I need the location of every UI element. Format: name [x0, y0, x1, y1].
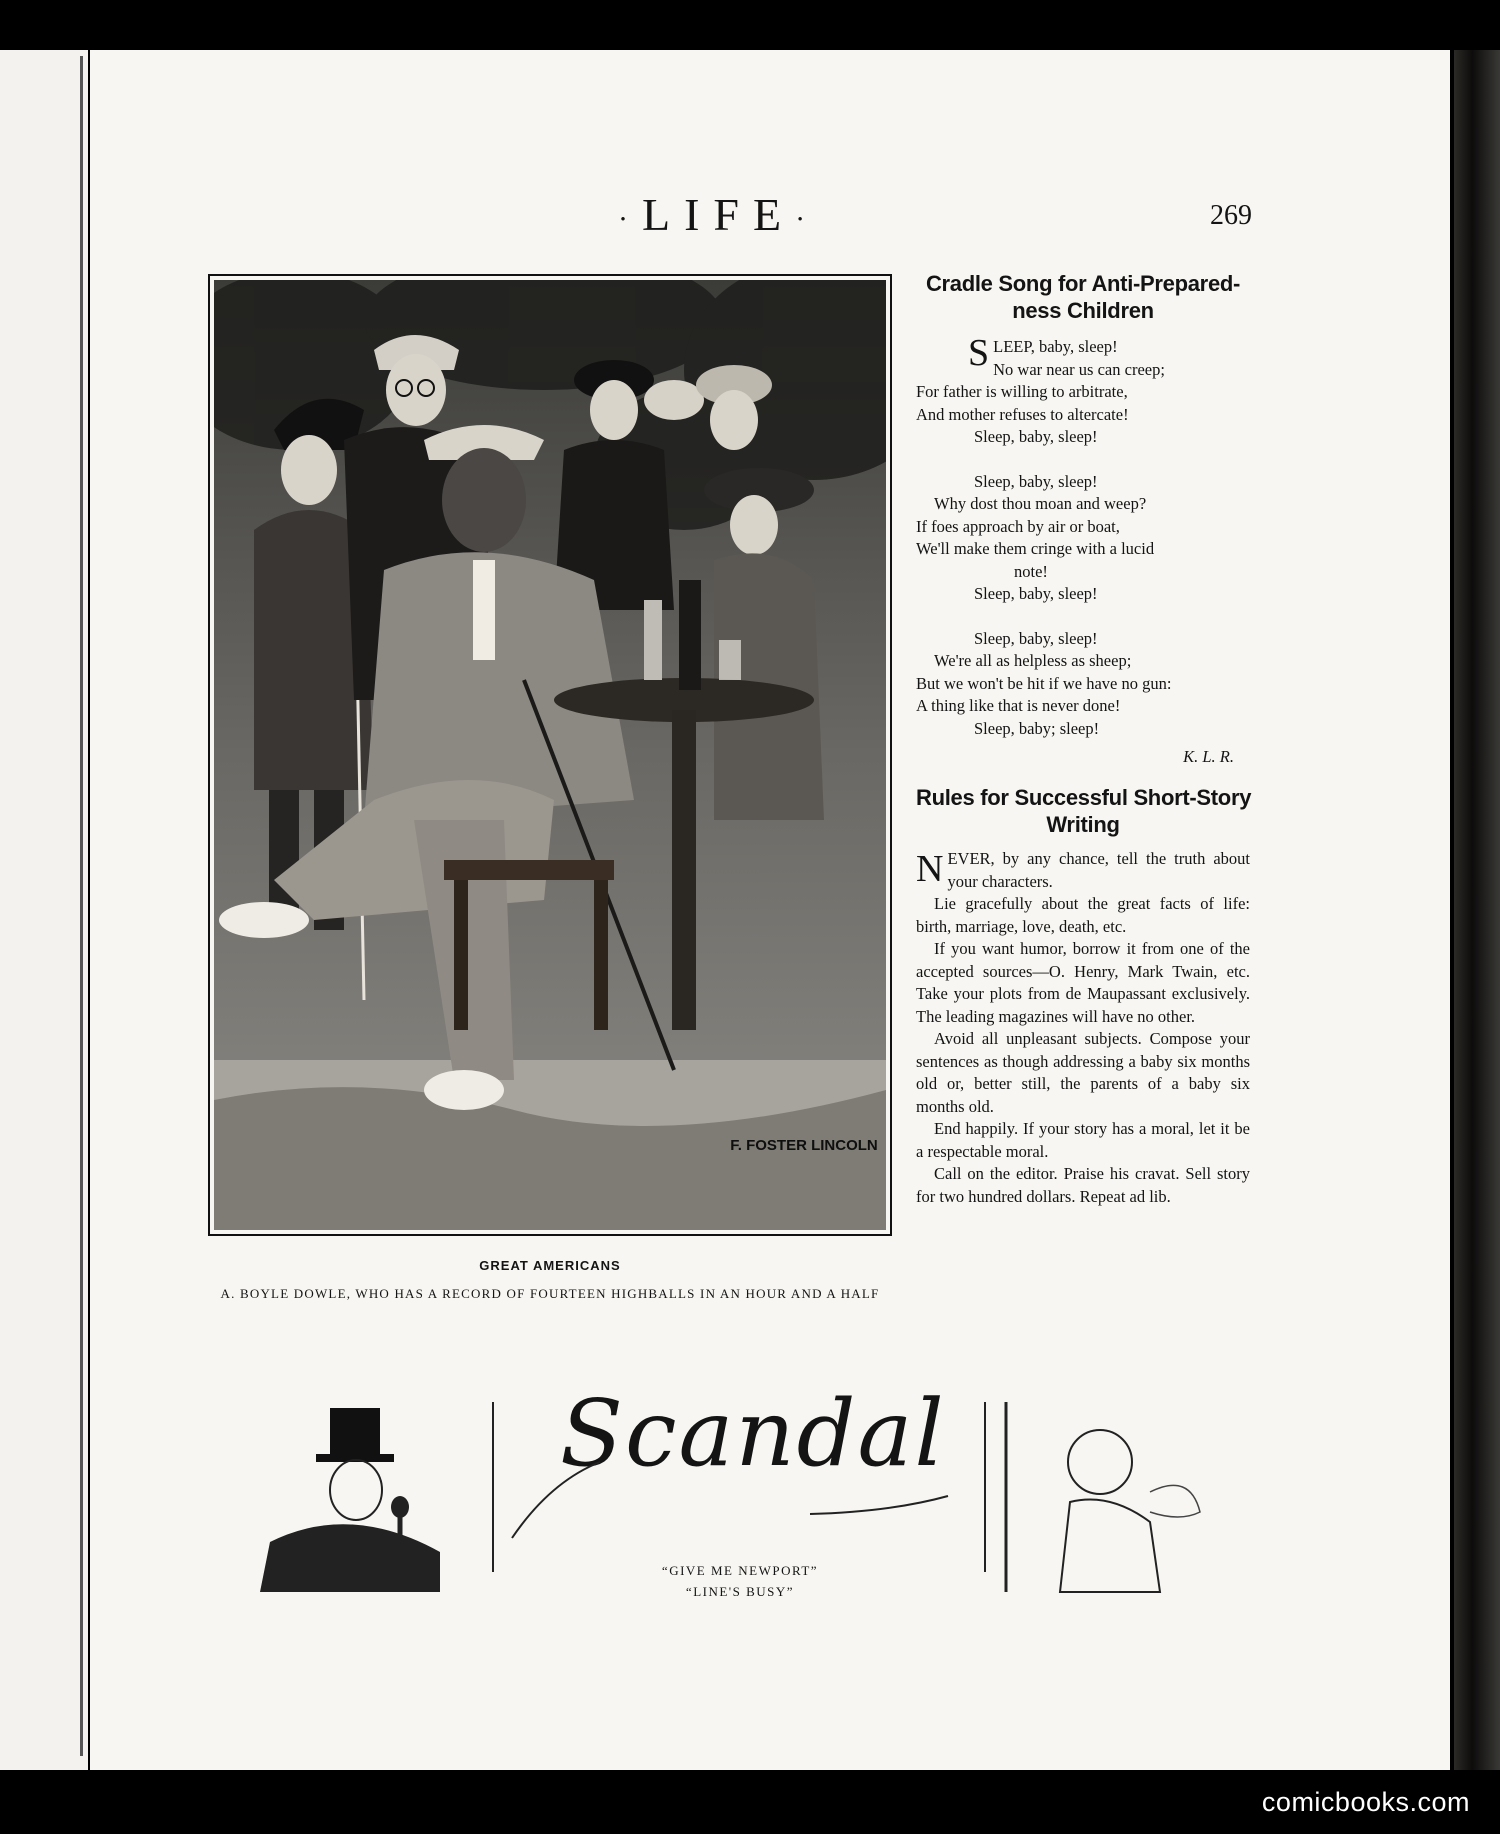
quote-line: “LINE'S BUSY” [685, 1584, 795, 1599]
poem-line: For father is willing to arbitrate, [916, 382, 1128, 401]
poem-dropcap: S [968, 332, 990, 374]
rules-paragraph-text: EVER, by any chance, tell the truth about your characters. [947, 849, 1250, 891]
poem-line: We'll make them cringe with a lucid [916, 539, 1155, 558]
poem-stanza [916, 628, 1250, 741]
caption-text: A. BOYLE DOWLE, WHO HAS A RECORD OF FOURTEEN HIGHBALLS IN AN HOUR AND A HALF [220, 1286, 880, 1301]
left-page-edge [0, 50, 88, 1770]
rules-title-line: Rules for Successful Short-Story [916, 785, 1252, 810]
poem-line: Sleep, baby; sleep! [974, 718, 1100, 738]
scandal-flourish [510, 1452, 950, 1542]
man-telephone-sketch [250, 1402, 450, 1602]
poem-section [916, 270, 1250, 769]
site-watermark: comicbooks.com [1261, 1787, 1470, 1817]
scandal-script: Scandal [560, 1380, 946, 1487]
poem-stanza [916, 332, 1250, 449]
rules-paragraph: If you want humor, borrow it from one of the accepted sources—O. Henry, Mark Twain, etc. Take your plots from de Maupassant exclusively. The leading magazines will have no other. [916, 939, 1250, 1026]
scandal-cartoon [210, 1380, 1250, 1632]
book-spine [1454, 50, 1500, 1770]
rules-dropcap: N [916, 848, 944, 890]
poem-line: But we won't be hit if we have no gun: [916, 673, 1172, 693]
poem-title-line: ness Children [1012, 298, 1154, 323]
poem-line: Sleep, baby, sleep! [974, 427, 1098, 446]
rules-paragraph: Avoid all unpleasant subjects. Compose your sentences as though addressing a baby six months old or, better still, the parents of a baby six months old. [916, 1029, 1250, 1116]
poem-line: Sleep, baby, sleep! [974, 584, 1098, 603]
rules-section [916, 784, 1250, 1208]
binding-rule [80, 56, 83, 1756]
rules-title [916, 784, 1250, 838]
poem-author: K. L. R. [1183, 747, 1234, 766]
rules-title-line: Writing [1046, 812, 1120, 837]
page-number: 269 [1210, 200, 1252, 231]
scandal-quotes [590, 1560, 890, 1602]
caption-title: GREAT AMERICANS [479, 1258, 621, 1273]
poem-title-line: Cradle Song for Anti-Prepared- [925, 271, 1241, 296]
masthead-title: LIFE [642, 189, 796, 240]
rules-paragraph: End happily. If your story has a moral, let it be a respectable moral. [916, 1119, 1250, 1161]
rules-paragraph [916, 848, 1250, 893]
poem-title [916, 270, 1250, 324]
rules-paragraph: Lie gracefully about the great facts of life: birth, marriage, love, death, etc. [916, 894, 1250, 936]
right-divider [984, 1402, 986, 1572]
left-divider [492, 1402, 494, 1572]
cupid-telephone-sketch [1000, 1402, 1220, 1602]
poem-line: No war near us can creep; [993, 359, 1165, 379]
poem-line: If foes approach by air or boat, [916, 516, 1120, 536]
artist-signature: F. FOSTER LINCOLN [730, 1137, 878, 1154]
poem-stanza [916, 471, 1250, 606]
poem-line: Sleep, baby, sleep! [974, 471, 1098, 491]
poem-line: Sleep, baby, sleep! [974, 628, 1098, 648]
poem-line: note! [1014, 561, 1048, 581]
poem-line: LEEP, baby, sleep! [993, 337, 1118, 356]
quote-line: “GIVE ME NEWPORT” [661, 1563, 819, 1578]
illustration-frame [208, 274, 892, 1236]
rules-paragraph: Call on the editor. Praise his cravat. Sell story for two hundred dollars. Repeat ad lib. [916, 1164, 1250, 1206]
great-americans-illustration [214, 280, 886, 1230]
poem-line: Why dost thou moan and weep? [934, 494, 1147, 513]
poem-line: And mother refuses to altercate! [916, 404, 1129, 424]
poem-line: We're all as helpless as sheep; [934, 651, 1132, 670]
masthead: ·LIFE· [618, 189, 820, 240]
poem-line: A thing like that is never done! [916, 696, 1121, 715]
